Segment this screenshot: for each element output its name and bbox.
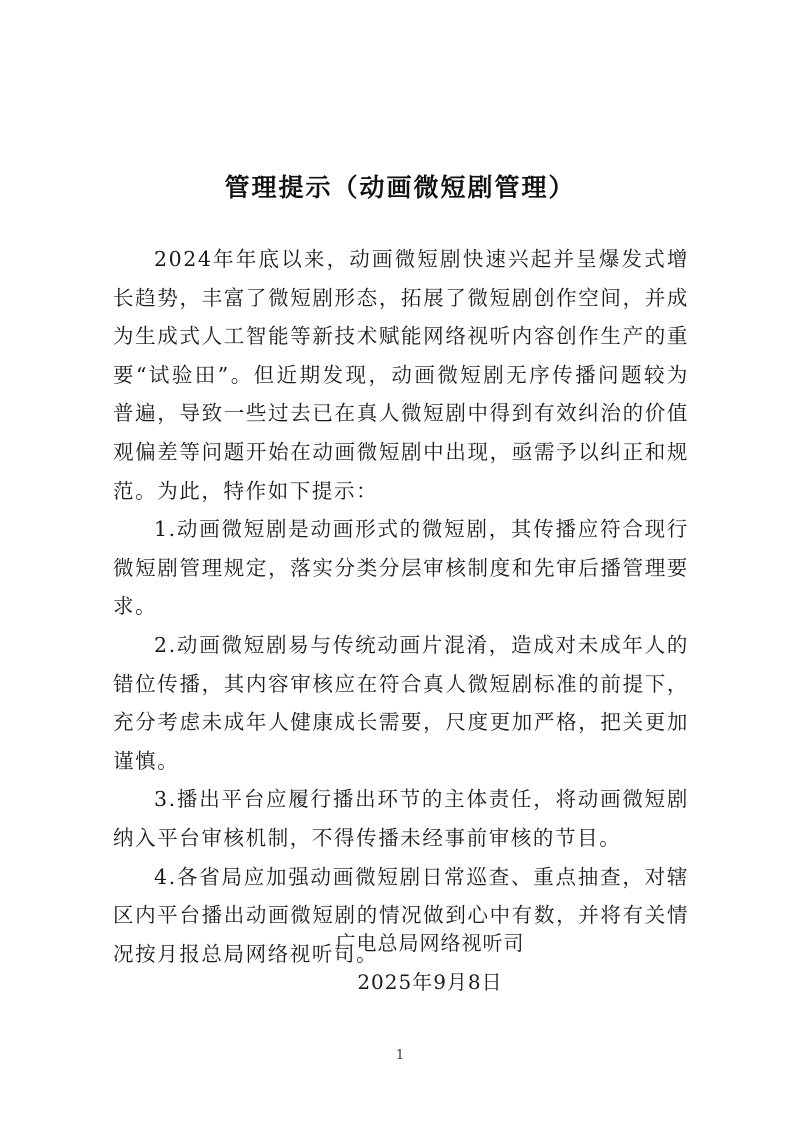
item-3-paragraph: 3.播出平台应履行播出环节的主体责任，将动画微短剧纳入平台审核机制，不得传播未经事前审核的节目。 bbox=[113, 787, 689, 850]
document-body bbox=[113, 240, 689, 973]
issuer-name: 广电总局网络视听司 bbox=[335, 931, 525, 955]
item-4-paragraph: 4.各省局应加强动画微短剧日常巡查、重点抽查，对辖区内平台播出动画微短剧的情况做到心中有数，并将有关情况按月报总局网络视听司。 bbox=[113, 864, 689, 966]
page-number: 1 bbox=[395, 1048, 405, 1063]
intro-paragraph: 2024年年底以来，动画微短剧快速兴起并呈爆发式增长趋势，丰富了微短剧形态，拓展了微短剧创作空间，并成为生成式人工智能等新技术赋能网络视听内容创作生产的重要“试验田”。但近期发现，动画微短剧无序传播问题较为普遍，导致一些过去已在真人微短剧中得到有效纠治的价值观偏差等问题开始在动画微短剧中出现，亟需予以纠正和规范。为此，特作如下提示： bbox=[113, 247, 689, 503]
item-2-paragraph: 2.动画微短剧易与传统动画片混淆，造成对未成年人的错位传播，其内容审核应在符合真人微短剧标准的前提下，充分考虑未成年人健康成长需要，尺度更加严格，把关更加谨慎。 bbox=[113, 632, 689, 773]
item-1-paragraph: 1.动画微短剧是动画形式的微短剧，其传播应符合现行微短剧管理规定，落实分类分层审核制度和先审后播管理要求。 bbox=[113, 517, 689, 619]
signature-block bbox=[300, 924, 560, 1001]
issue-date: 2025年9月8日 bbox=[357, 969, 503, 994]
document-title: 管理提示（动画微短剧管理） bbox=[224, 173, 576, 202]
